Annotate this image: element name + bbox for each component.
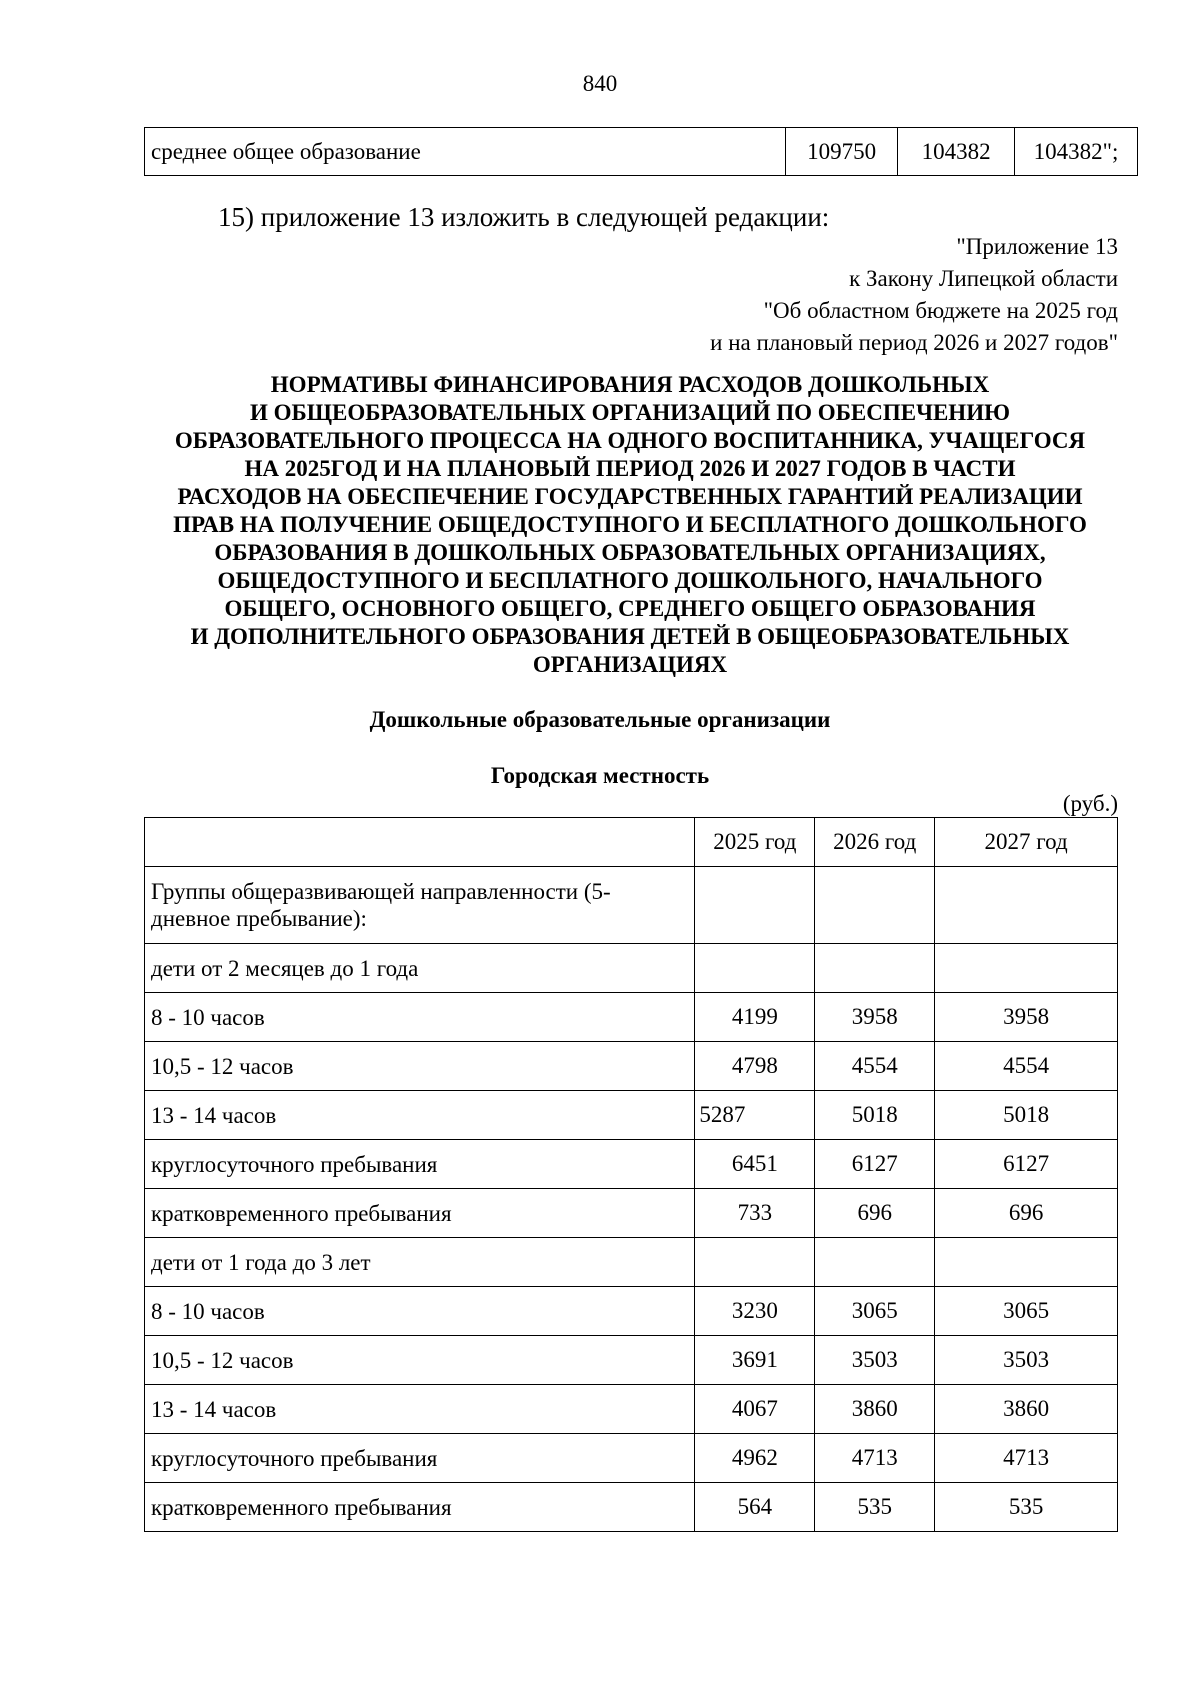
value-cell: 3958 — [935, 993, 1118, 1042]
title-line: И ОБЩЕОБРАЗОВАТЕЛЬНЫХ ОРГАНИЗАЦИЙ ПО ОБЕСПЕЧЕНИЮ — [250, 400, 1010, 425]
value-cell: 104382"; — [1015, 128, 1138, 176]
amendment-instruction: 15) приложение 13 изложить в следующей редакции: — [218, 202, 830, 232]
row-label: 13 - 14 часов — [145, 1091, 695, 1140]
value-cell: 3691 — [695, 1336, 815, 1385]
value-cell — [935, 944, 1118, 993]
page-number: 840 — [582, 71, 618, 96]
table-row — [145, 128, 1138, 176]
appendix-line: к Закону Липецкой области — [849, 266, 1118, 291]
norms-table — [144, 817, 1118, 1532]
value-cell: 5018 — [815, 1091, 935, 1140]
row-label: 8 - 10 часов — [145, 993, 695, 1042]
value-cell: 109750 — [786, 128, 898, 176]
row-label: круглосуточного пребывания — [145, 1140, 695, 1189]
table-row — [145, 1287, 1118, 1336]
table-row — [145, 1140, 1118, 1189]
appendix-line: и на плановый период 2026 и 2027 годов" — [710, 330, 1118, 355]
row-label-line: Группы общеразвивающей направленности (5- — [151, 879, 611, 904]
title-line: РАСХОДОВ НА ОБЕСПЕЧЕНИЕ ГОСУДАРСТВЕННЫХ ГАРАНТИЙ РЕАЛИЗАЦИИ — [177, 484, 1083, 509]
value-cell: 6451 — [695, 1140, 815, 1189]
table-row — [145, 1385, 1118, 1434]
value-cell: 3065 — [815, 1287, 935, 1336]
table-row — [145, 1238, 1118, 1287]
row-label: 13 - 14 часов — [145, 1385, 695, 1434]
title-line: ОБЩЕДОСТУПНОГО И БЕСПЛАТНОГО ДОШКОЛЬНОГО, НАЧАЛЬНОГО — [217, 568, 1043, 593]
title-line: ОРГАНИЗАЦИЯХ — [532, 652, 728, 677]
section-title: Дошкольные образовательные организации — [369, 707, 831, 732]
table-row — [145, 944, 1118, 993]
value-cell: 6127 — [815, 1140, 935, 1189]
appendix-line: "Об областном бюджете на 2025 год — [763, 298, 1118, 323]
value-cell: 4199 — [695, 993, 815, 1042]
value-cell — [695, 1238, 815, 1287]
value-cell: 3230 — [695, 1287, 815, 1336]
value-cell — [935, 867, 1118, 944]
table-row — [145, 993, 1118, 1042]
row-label: круглосуточного пребывания — [145, 1434, 695, 1483]
row-label — [145, 867, 695, 944]
header-cell: 2026 год — [815, 818, 935, 867]
header-cell: 2027 год — [935, 818, 1118, 867]
value-cell: 564 — [695, 1483, 815, 1532]
table-row — [145, 1336, 1118, 1385]
value-cell — [815, 1238, 935, 1287]
value-cell: 5287 — [695, 1091, 815, 1140]
value-cell — [695, 867, 815, 944]
header-cell: 2025 год — [695, 818, 815, 867]
value-cell: 696 — [935, 1189, 1118, 1238]
row-label: дети от 1 года до 3 лет — [145, 1238, 695, 1287]
title-line: ОБРАЗОВАТЕЛЬНОГО ПРОЦЕССА НА ОДНОГО ВОСПИТАННИКА, УЧАЩЕГОСЯ — [174, 428, 1086, 453]
table-row — [145, 1434, 1118, 1483]
table-row — [145, 867, 1118, 944]
row-label: кратковременного пребывания — [145, 1483, 695, 1532]
appendix-reference — [710, 231, 1118, 359]
value-cell: 3860 — [935, 1385, 1118, 1434]
table-row — [145, 1189, 1118, 1238]
value-cell: 3065 — [935, 1287, 1118, 1336]
header-cell — [145, 818, 695, 867]
table-row — [145, 1042, 1118, 1091]
value-cell: 535 — [815, 1483, 935, 1532]
table-row — [145, 1483, 1118, 1532]
row-label: 10,5 - 12 часов — [145, 1042, 695, 1091]
value-cell: 4798 — [695, 1042, 815, 1091]
value-cell: 4713 — [815, 1434, 935, 1483]
row-label: кратковременного пребывания — [145, 1189, 695, 1238]
value-cell: 4554 — [935, 1042, 1118, 1091]
subsection-title: Городская местность — [490, 763, 710, 788]
document-title — [130, 371, 1130, 679]
previous-table-tail — [144, 127, 1138, 176]
value-cell: 535 — [935, 1483, 1118, 1532]
value-cell: 696 — [815, 1189, 935, 1238]
table-row — [145, 1091, 1118, 1140]
unit-note: (руб.) — [1062, 791, 1118, 816]
row-label-line: дневное пребывание): — [151, 906, 367, 931]
appendix-line: "Приложение 13 — [956, 234, 1118, 259]
value-cell — [935, 1238, 1118, 1287]
value-cell: 4067 — [695, 1385, 815, 1434]
value-cell: 3503 — [935, 1336, 1118, 1385]
title-line: ОБЩЕГО, ОСНОВНОГО ОБЩЕГО, СРЕДНЕГО ОБЩЕГО ОБРАЗОВАНИЯ — [224, 596, 1036, 621]
title-line: НОРМАТИВЫ ФИНАНСИРОВАНИЯ РАСХОДОВ ДОШКОЛЬНЫХ — [270, 372, 990, 397]
value-cell: 4713 — [935, 1434, 1118, 1483]
row-label: 10,5 - 12 часов — [145, 1336, 695, 1385]
value-cell: 3860 — [815, 1385, 935, 1434]
title-line: И ДОПОЛНИТЕЛЬНОГО ОБРАЗОВАНИЯ ДЕТЕЙ В ОБЩЕОБРАЗОВАТЕЛЬНЫХ — [190, 624, 1070, 649]
row-label: дети от 2 месяцев до 1 года — [145, 944, 695, 993]
row-label: среднее общее образование — [145, 128, 786, 176]
value-cell: 4554 — [815, 1042, 935, 1091]
title-line: ПРАВ НА ПОЛУЧЕНИЕ ОБЩЕДОСТУПНОГО И БЕСПЛАТНОГО ДОШКОЛЬНОГО — [173, 512, 1087, 537]
value-cell — [695, 944, 815, 993]
value-cell: 104382 — [898, 128, 1015, 176]
row-label: 8 - 10 часов — [145, 1287, 695, 1336]
value-cell: 5018 — [935, 1091, 1118, 1140]
value-cell: 4962 — [695, 1434, 815, 1483]
value-cell: 3503 — [815, 1336, 935, 1385]
value-cell — [815, 867, 935, 944]
value-cell: 6127 — [935, 1140, 1118, 1189]
value-cell — [815, 944, 935, 993]
table-header-row — [145, 818, 1118, 867]
title-line: ОБРАЗОВАНИЯ В ДОШКОЛЬНЫХ ОБРАЗОВАТЕЛЬНЫХ ОРГАНИЗАЦИЯХ, — [214, 540, 1046, 565]
title-line: НА 2025ГОД И НА ПЛАНОВЫЙ ПЕРИОД 2026 И 2027 ГОДОВ В ЧАСТИ — [244, 456, 1016, 481]
value-cell: 3958 — [815, 993, 935, 1042]
value-cell: 733 — [695, 1189, 815, 1238]
